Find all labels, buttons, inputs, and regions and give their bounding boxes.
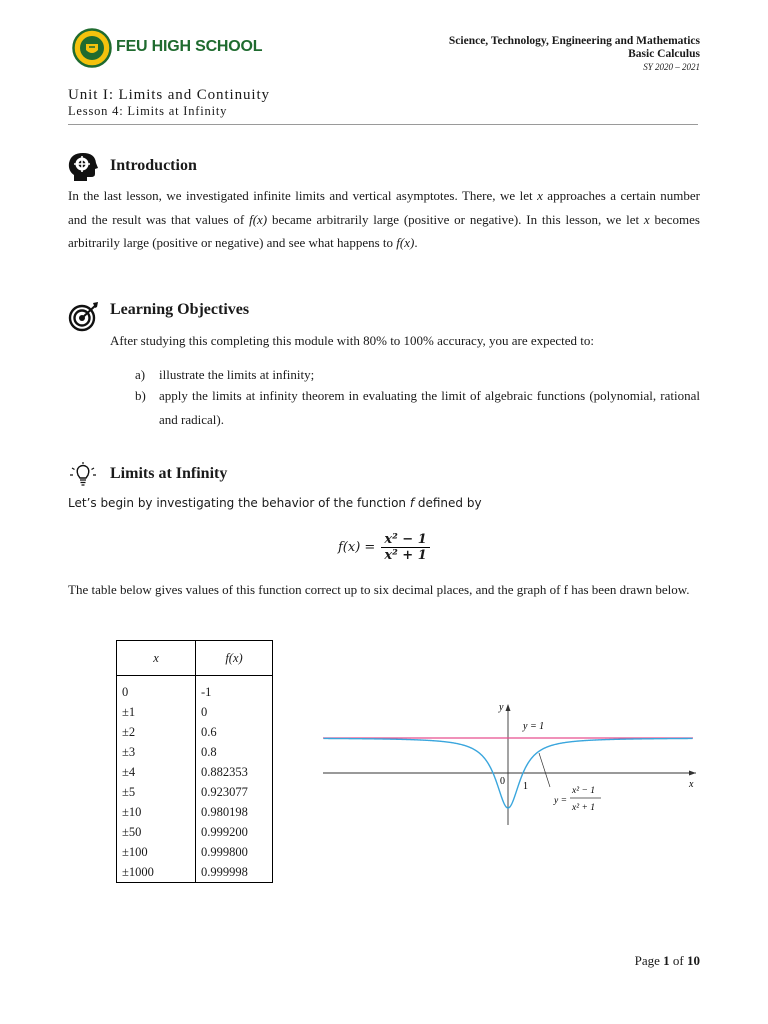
objectives-intro: After studying this completing this module with 80% to 100% accuracy, you are expected to:: [110, 333, 595, 348]
school-logo: [72, 28, 112, 68]
table-header-fx: f(x): [196, 641, 273, 676]
subject-name: Basic Calculus: [628, 48, 700, 60]
target-icon: [67, 300, 101, 337]
function-values-table: [116, 640, 273, 883]
objective-item: a) illustrate the limits at infinity;: [135, 367, 315, 382]
objectives-heading: Learning Objectives: [110, 301, 250, 318]
x-axis-arrow-icon: [689, 771, 696, 776]
table-row: ±10 0.980198: [117, 802, 273, 822]
function-graph: [318, 695, 703, 830]
table-row: ±1 0: [117, 702, 273, 722]
brain-head-icon: [66, 151, 100, 188]
table-row: 0 -1: [117, 676, 273, 703]
table-row: ±5 0.923077: [117, 782, 273, 802]
document-header-info: [449, 35, 700, 74]
school-name: FEU HIGH SCHOOL: [116, 38, 263, 55]
table-row: ±3 0.8: [117, 742, 273, 762]
tick-label: 1: [523, 781, 528, 792]
unit-title: Unit I: Limits and Continuity: [68, 87, 270, 103]
curve-label-y: y =: [554, 796, 568, 806]
origin-label: 0: [500, 776, 505, 787]
x-axis-label: x: [689, 779, 694, 790]
page-number: Page 1 of 10: [634, 953, 700, 968]
asymptote-label: y = 1: [523, 721, 545, 732]
header-divider: [68, 124, 698, 125]
lesson-title: Lesson 4: Limits at Infinity: [68, 104, 228, 118]
curve-label-pointer: [539, 753, 550, 787]
objective-item: b) apply the limits at infinity theorem in evaluating the limit of algebraic functions (polynomial, rational and radical).: [135, 388, 700, 427]
program-name: Science, Technology, Engineering and Mathematics: [448, 35, 700, 47]
introduction-heading: Introduction: [110, 157, 197, 174]
limits-intro: Let’s begin by investigating the behavior of the function f defined by: [68, 496, 482, 510]
introduction-paragraph: In the last lesson, we investigated infinite limits and vertical asymptotes. There, we let x approaches a certain number and the result was that values of f(x) became arbitrarily large (positive or negative). In this lesson, we let x becomes arbitrarily large (positive or negative) and see what happens to f(x).: [68, 188, 700, 250]
y-axis-arrow-icon: [506, 704, 511, 711]
table-row: ±2 0.6: [117, 722, 273, 742]
school-year: SY 2020 – 2021: [643, 62, 700, 72]
table-description: The table below gives values of this function correct up to six decimal places, and the graph of f has been drawn below.: [68, 582, 690, 597]
table-row: ±1000 0.999998: [117, 862, 273, 883]
curve-label-denominator: x² + 1: [572, 803, 595, 813]
function-formula: f(x) = $\frac{\text{x² − 1}}{\text{x² + 1}}$: [338, 532, 430, 563]
curve-label-numerator: x² − 1: [572, 786, 595, 796]
table-row: ±100 0.999800: [117, 842, 273, 862]
table-row: ±50 0.999200: [117, 822, 273, 842]
table-header-x: x: [117, 641, 196, 676]
limits-heading: Limits at Infinity: [110, 465, 228, 482]
lightbulb-icon: [68, 462, 98, 493]
table-row: ±4 0.882353: [117, 762, 273, 782]
y-axis-label: y: [499, 702, 504, 713]
table-header-row: [117, 641, 273, 676]
